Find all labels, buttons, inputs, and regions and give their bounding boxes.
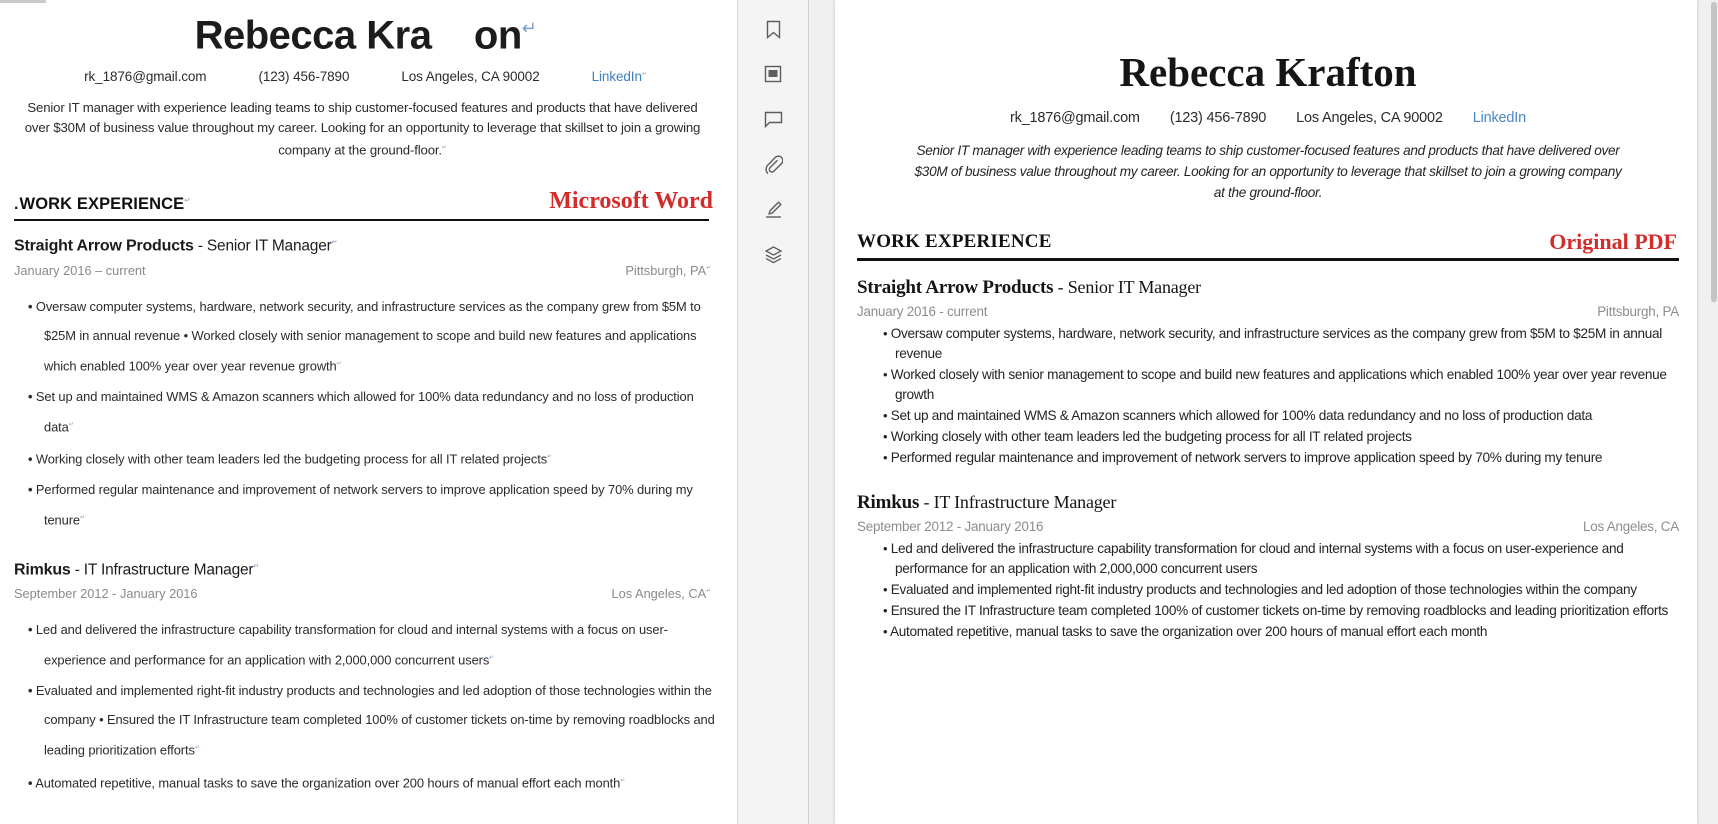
pdf-job-entry (857, 492, 1679, 642)
word-section-header-row (14, 189, 713, 214)
pdf-phone: (123) 456-7890 (1169, 110, 1267, 126)
pilcrow-mark: ↵ (336, 360, 342, 367)
word-format-label: Microsoft Word (549, 187, 713, 214)
bullet-dot-icon: • (28, 298, 33, 314)
word-bullet-item: • Performed regular maintenance and improvement of network servers to improve application speed by 70% during my tenure↵ (28, 482, 693, 528)
pdf-section-title: WORK EXPERIENCE (857, 231, 1052, 252)
word-summary: Senior IT manager with experience leading teams to ship customer-focused features and products that have delivered over $30M of business value throughout my career. Looking for an opportunity to leverage that skillset to join a growing company at the ground-floor.↵ (24, 100, 701, 158)
word-job-location: Pittsburgh, PA↵ (625, 262, 711, 278)
pdf-job-entry (857, 277, 1679, 468)
pdf-location: Los Angeles, CA 90002 (1296, 110, 1443, 126)
pdf-bullet-item: • Oversaw computer systems, hardware, network security, and infrastructure services as the company grew from $5M to $25M in annual revenue (883, 325, 1663, 361)
bullet-dot-icon: • (883, 602, 888, 618)
pdf-bullet-item: • Working closely with other team leaders led the budgeting process for all IT related projects (883, 428, 1412, 444)
pdf-job-dates: September 2012 - January 2016 (857, 518, 1044, 534)
pdf-company-name: Straight Arrow Products (857, 276, 1054, 298)
pdf-linkedin-link[interactable]: LinkedIn (1472, 110, 1526, 126)
pilcrow-mark: ↵ (521, 18, 537, 38)
word-section-title: .WORK EXPERIENCE↵ (14, 194, 191, 213)
pdf-tool-sidebar (737, 0, 809, 824)
word-section-rule (14, 219, 709, 222)
word-page-top-edge (0, 0, 46, 3)
paragraph-bullet-marker: . (14, 195, 19, 213)
pilcrow-mark: ↵ (68, 421, 74, 428)
word-job-meta (14, 586, 717, 601)
bullet-dot-icon: • (883, 449, 888, 465)
bullet-dot-icon: • (883, 366, 888, 382)
word-document-pane[interactable] (0, 0, 737, 824)
bullet-dot-icon: • (28, 683, 33, 699)
bullet-dot-icon: • (883, 325, 888, 341)
word-job-meta (14, 263, 717, 278)
bullet-dot-icon: • (28, 622, 33, 638)
pdf-job-title (857, 277, 1679, 299)
bullet-dot-icon: • (28, 482, 33, 498)
pilcrow-mark: ↵ (706, 265, 711, 272)
pilcrow-mark: ↵ (641, 71, 647, 78)
pdf-bullet-item: • Led and delivered the infrastructure capability transformation for cloud and internal systems with a focus on user-experience and performance for an application with 2,000,000 concurrent users (883, 540, 1624, 576)
pdf-job-dates: January 2016 - current (857, 303, 988, 319)
pdf-job-location: Los Angeles, CA (1582, 518, 1679, 534)
layers-icon[interactable] (758, 239, 788, 269)
bullet-dot-icon: • (883, 540, 888, 556)
word-bullet-item: • Set up and maintained WMS & Amazon scanners which allowed for 100% data redundancy and no loss of production data↵ (28, 388, 694, 435)
pdf-email: rk_1876@gmail.com (1010, 110, 1140, 126)
comment-icon[interactable] (758, 104, 788, 134)
pdf-viewer-pane[interactable] (809, 0, 1718, 824)
bullet-dot-icon: • (28, 774, 33, 790)
word-candidate-name: Rebecca Kra on↵ (194, 13, 537, 58)
pdf-company-name: Rimkus (857, 491, 920, 513)
pilcrow-mark: ↵ (331, 237, 338, 247)
word-job-role: Senior IT Manager (206, 237, 332, 255)
bullet-dot-icon: • (28, 388, 33, 404)
pdf-job-role: IT Infrastructure Manager (933, 491, 1117, 512)
pilcrow-mark: ↵ (620, 777, 625, 784)
pdf-format-label: Original PDF (1549, 229, 1677, 254)
pdf-job-separator: - (1053, 276, 1068, 297)
bookmark-icon[interactable] (758, 14, 788, 44)
bullet-dot-icon: • (883, 581, 888, 597)
word-bullet-item: • Led and delivered the infrastructure capability transformation for cloud and internal systems with a focus on user-experience and performance for an application with 2,000,000 concurrent users↵ (28, 622, 668, 668)
pdf-job-bullets (857, 539, 1679, 642)
word-job-separator: - (193, 237, 207, 255)
pilcrow-mark: ↵ (489, 655, 494, 662)
pdf-candidate-name: Rebecca Krafton (1119, 49, 1417, 95)
word-contact-line (8, 69, 723, 84)
pdf-scrollbar-track[interactable] (1710, 0, 1718, 824)
word-job-entry (14, 237, 717, 535)
bullet-dot-icon: • (883, 407, 888, 423)
word-bullet-item: • Working closely with other team leaders led the budgeting process for all IT related projects↵ (28, 451, 552, 467)
word-linkedin-link[interactable]: LinkedIn↵ (591, 69, 647, 85)
pilcrow-mark: ↵ (194, 745, 200, 752)
word-job-location: Los Angeles, CA↵ (611, 586, 711, 602)
bullet-dot-icon: • (28, 451, 33, 467)
word-job-dates: January 2016 – current (14, 262, 146, 278)
word-bullet-item: • Automated repetitive, manual tasks to save the organization over 200 hours of manual effort each month↵ (28, 774, 625, 790)
word-job-separator: - (70, 561, 84, 579)
word-job-dates: September 2012 - January 2016 (14, 586, 198, 602)
word-location: Los Angeles, CA 90002 (401, 69, 540, 85)
pdf-bullet-item: • Worked closely with senior management to scope and build new features and applications which enabled 100% year over year revenue growth (883, 366, 1667, 402)
pdf-summary: Senior IT manager with experience leading teams to ship customer-focused features and products that have delivered over $30M of business value throughout my career. Looking for an opportunity to leverage that skillset to join a growing company at the ground-floor. (914, 143, 1622, 200)
pdf-bullet-item: • Ensured the IT Infrastructure team completed 100% of customer tickets on-time by removing roadblocks and leading prioritization efforts (883, 602, 1669, 618)
word-company-name: Rimkus (14, 561, 71, 579)
pdf-bullet-item: • Automated repetitive, manual tasks to save the organization over 200 hours of manual effort each month (883, 623, 1488, 639)
word-job-role: IT Infrastructure Manager (83, 561, 254, 579)
pdf-job-meta (857, 519, 1679, 534)
pilcrow-mark: ↵ (253, 560, 260, 570)
pdf-page (835, 0, 1697, 824)
pilcrow-mark: ↵ (441, 145, 447, 152)
pdf-scrollbar-thumb[interactable] (1711, 2, 1717, 302)
attachment-icon[interactable] (758, 149, 788, 179)
word-bullet-item: • Evaluated and implemented right-fit industry products and technologies and led adoption of those technologies within the company • Ensured the IT Infrastructure team completed 100% of customer tickets on-time by removing roadblocks and leading prioritization efforts↵ (28, 683, 715, 758)
pilcrow-mark: ↵ (547, 454, 552, 461)
pdf-bullet-item: • Set up and maintained WMS & Amazon scanners which allowed for 100% data redundancy and no loss of production data (883, 407, 1593, 423)
bullet-dot-icon: • (883, 428, 888, 444)
pilcrow-mark: ↵ (184, 195, 191, 205)
pdf-job-meta (857, 304, 1679, 319)
pdf-job-title (857, 492, 1679, 514)
pdf-job-role: Senior IT Manager (1067, 276, 1201, 297)
signature-icon[interactable] (758, 194, 788, 224)
word-email: rk_1876@gmail.com (84, 69, 207, 85)
word-job-title (14, 237, 717, 255)
word-job-entry (14, 561, 717, 797)
pdf-job-bullets (857, 324, 1679, 468)
word-job-bullets (14, 615, 717, 797)
pdf-contact-line (857, 110, 1679, 126)
bullet-dot-icon: • (883, 623, 888, 639)
pdf-bullet-item: • Performed regular maintenance and improvement of network servers to improve application speed by 70% during my tenure (883, 449, 1603, 465)
page-thumbnail-icon[interactable] (758, 59, 788, 89)
word-job-bullets (14, 292, 717, 535)
pdf-section-header-row (857, 231, 1677, 253)
pdf-bullet-item: • Evaluated and implemented right-fit industry products and technologies and led adoption of those technologies within the company (883, 581, 1637, 597)
word-company-name: Straight Arrow Products (14, 237, 194, 255)
pdf-job-separator: - (919, 491, 934, 512)
pdf-job-location: Pittsburgh, PA (1597, 303, 1679, 319)
word-phone: (123) 456-7890 (258, 69, 350, 85)
pdf-section-rule (857, 258, 1679, 261)
pilcrow-mark: ↵ (706, 588, 711, 595)
pilcrow-mark: ↵ (79, 515, 85, 522)
word-bullet-item: • Oversaw computer systems, hardware, network security, and infrastructure services as the company grew from $5M to $25M in annual revenue • Worked closely with senior management to scope and build new features and applications which enabled 100% year over year revenue growth↵ (28, 298, 701, 373)
word-job-title (14, 561, 717, 579)
